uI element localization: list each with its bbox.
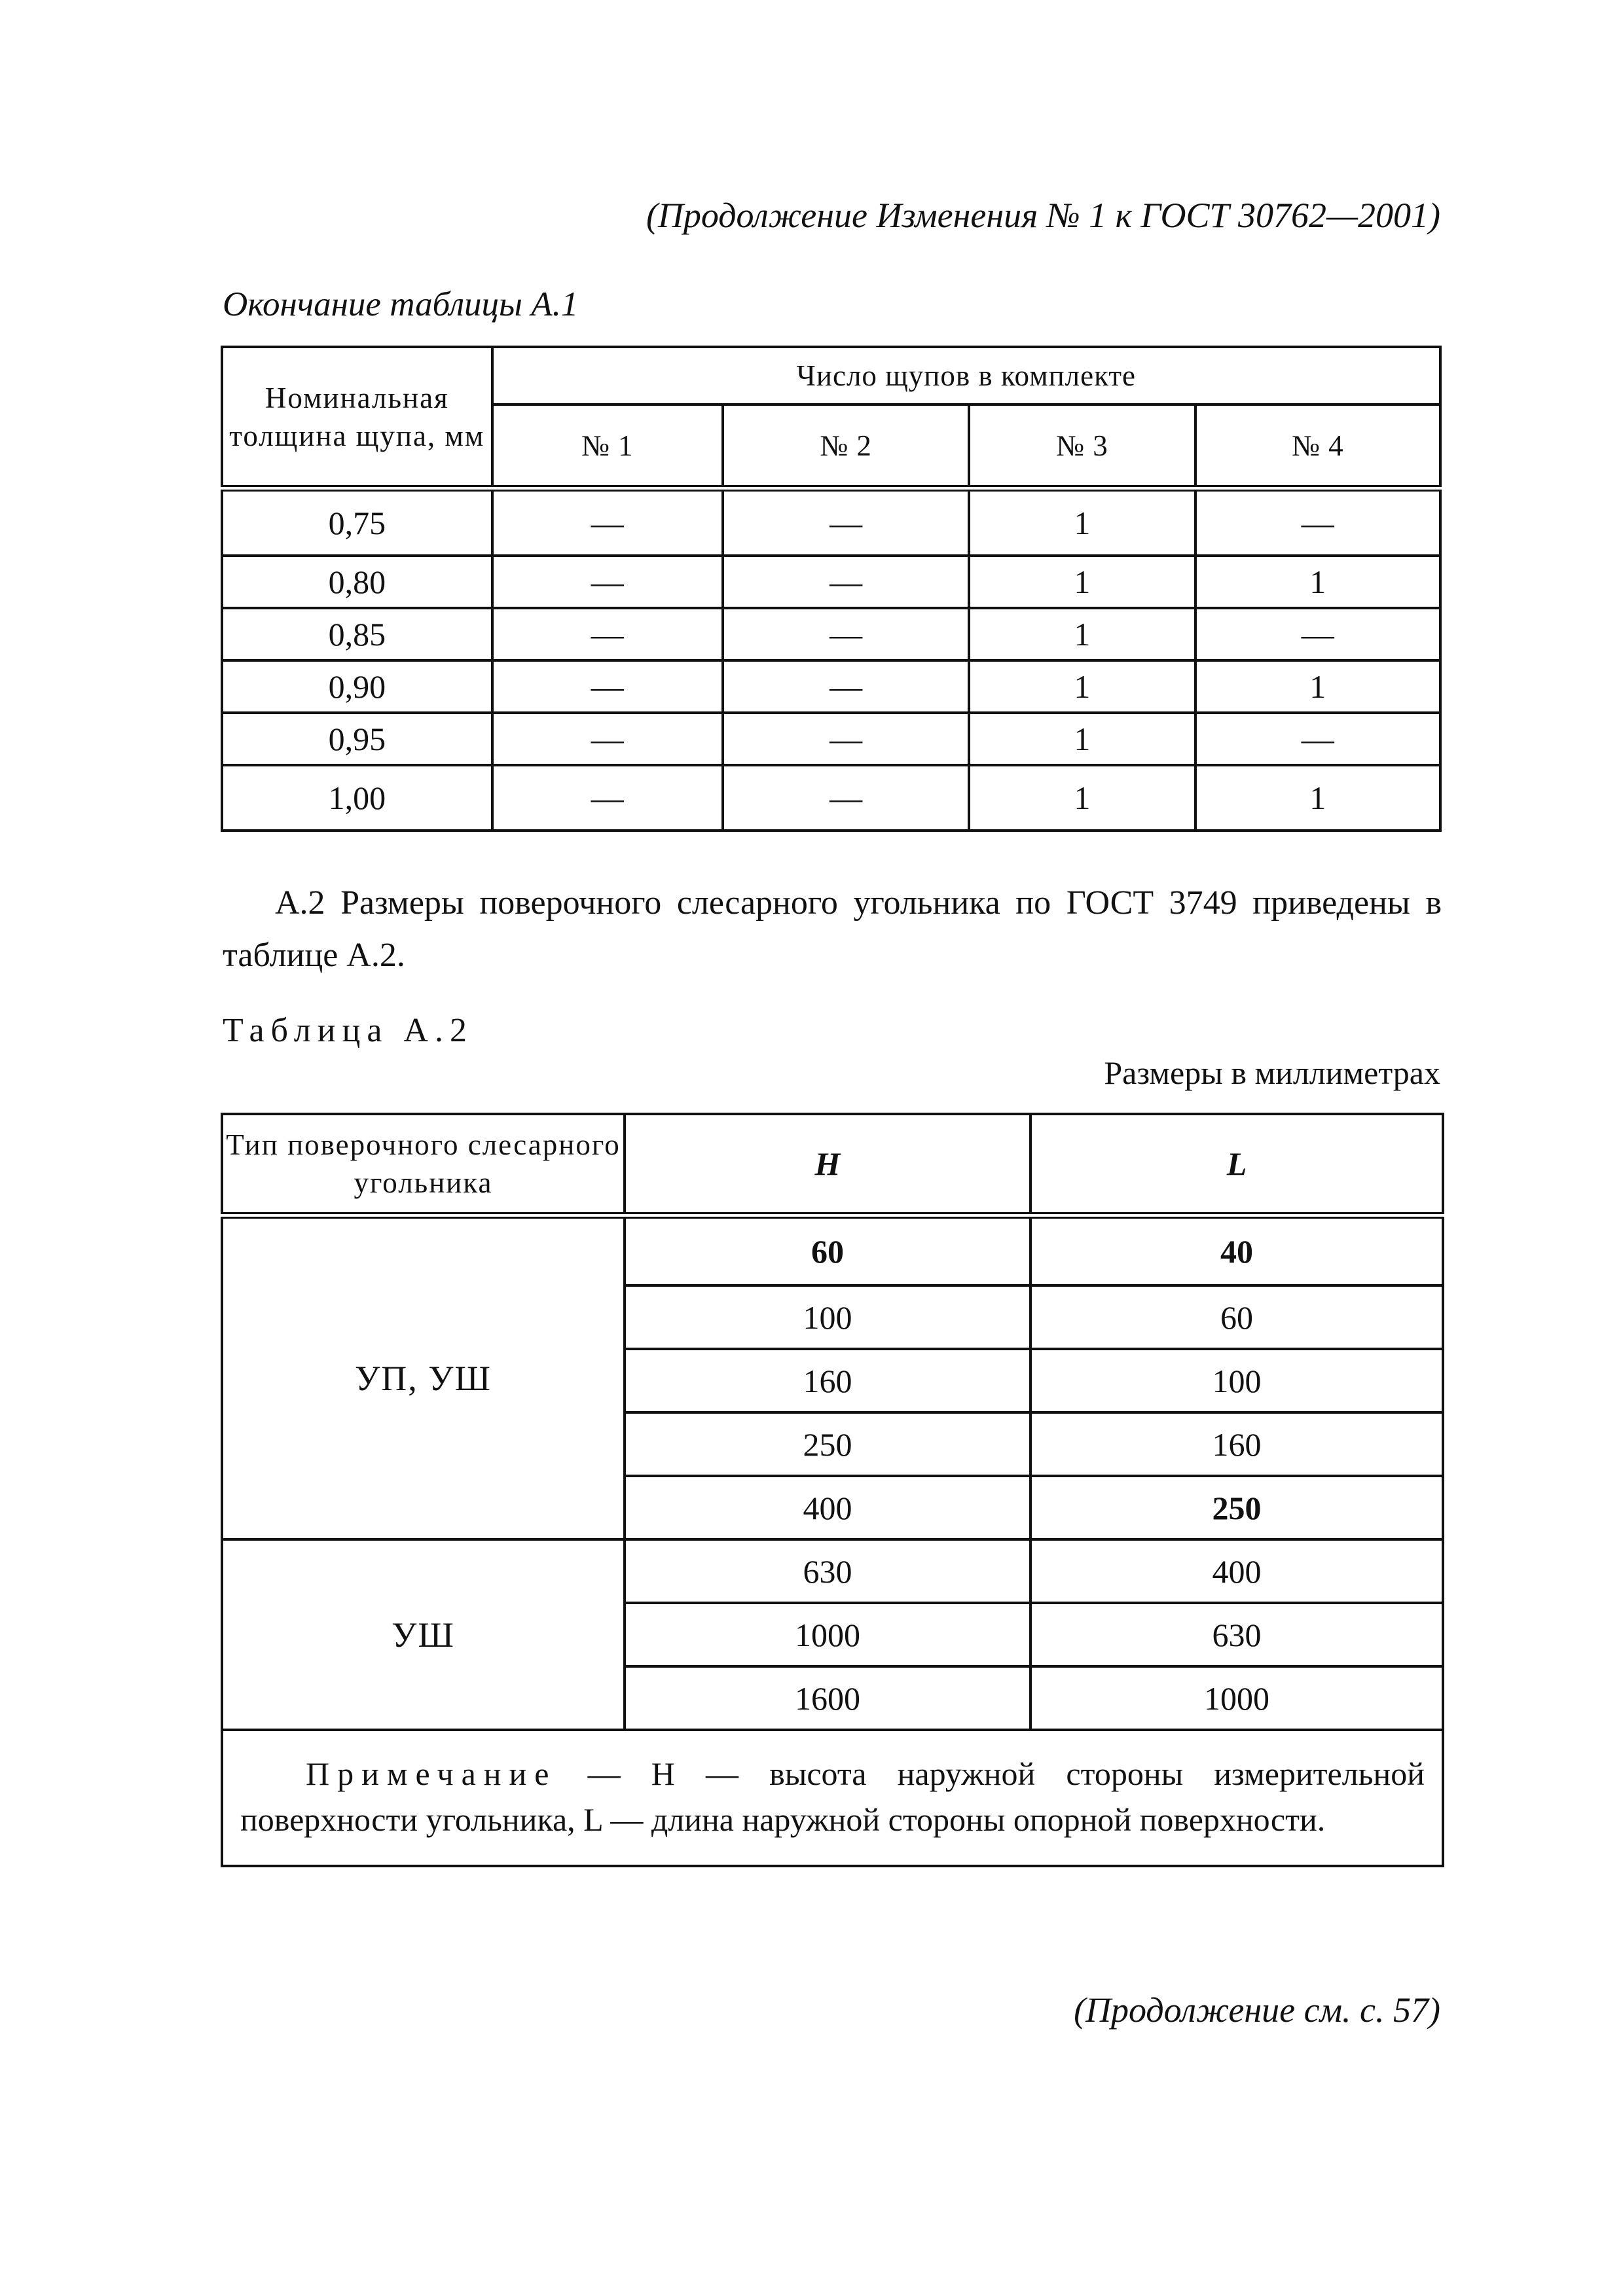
- table-cell: —: [1195, 488, 1441, 556]
- table-row: [222, 488, 1440, 556]
- table-cell: 1: [969, 765, 1195, 831]
- table2-units: Размеры в миллиметрах: [1104, 1054, 1440, 1091]
- table-cell: 100: [625, 1285, 1030, 1349]
- table-cell: 400: [1030, 1539, 1443, 1603]
- table-cell: 1: [1195, 556, 1441, 608]
- table-cell: —: [723, 765, 969, 831]
- table1-subheader: № 3: [969, 404, 1195, 488]
- note-text: — H — высота наружной стороны измерительной поверхности угольника, L — длина наружной стороны опорной поверхности.: [240, 1755, 1425, 1838]
- table2-type-header: Тип поверочного слесарного угольника: [222, 1114, 625, 1215]
- table-cell: —: [492, 488, 723, 556]
- table-row: [222, 660, 1440, 713]
- table-cell: —: [723, 608, 969, 660]
- table2-group-type: УП, УШ: [222, 1215, 625, 1539]
- table-cell: 1: [1195, 660, 1441, 713]
- table-a2: [221, 1113, 1444, 1867]
- table-cell: 1000: [1030, 1666, 1443, 1730]
- page-footer: (Продолжение см. с. 57): [1074, 1990, 1440, 2030]
- table1-subheader: № 2: [723, 404, 969, 488]
- table-cell: 1600: [625, 1666, 1030, 1730]
- table-cell: 400: [625, 1476, 1030, 1539]
- table2-group-type: УШ: [222, 1539, 625, 1730]
- table-row: [222, 608, 1440, 660]
- table-cell: 1: [969, 608, 1195, 660]
- table-cell: —: [723, 713, 969, 765]
- table-cell: 0,90: [222, 660, 492, 713]
- paragraph-a2: А.2 Размеры поверочного слесарного угольника по ГОСТ 3749 приведены в таблице А.2.: [223, 884, 1442, 974]
- table-cell: 250: [1030, 1476, 1443, 1539]
- table-cell: 0,75: [222, 488, 492, 556]
- table-cell: —: [723, 488, 969, 556]
- table2-h-header: H: [625, 1114, 1030, 1215]
- table-cell: 160: [625, 1349, 1030, 1412]
- table-cell: 0,95: [222, 713, 492, 765]
- table-cell: —: [492, 660, 723, 713]
- table1-col1-header: Номинальная толщина щупа, мм: [222, 347, 492, 488]
- table-cell: 60: [625, 1215, 1030, 1285]
- table-cell: —: [492, 765, 723, 831]
- table-cell: 160: [1030, 1412, 1443, 1476]
- table-cell: 630: [1030, 1603, 1443, 1666]
- table-cell: 0,80: [222, 556, 492, 608]
- table-row: [222, 556, 1440, 608]
- table-cell: 1: [969, 488, 1195, 556]
- table2-l-header: L: [1030, 1114, 1443, 1215]
- table-cell: 60: [1030, 1285, 1443, 1349]
- table-cell: 0,85: [222, 608, 492, 660]
- table-cell: —: [492, 608, 723, 660]
- table-cell: 1: [969, 556, 1195, 608]
- table-cell: 100: [1030, 1349, 1443, 1412]
- table1-caption: Окончание таблицы А.1: [223, 285, 579, 323]
- table-cell: 1: [969, 713, 1195, 765]
- table1-group-header: Число щупов в комплекте: [492, 347, 1440, 404]
- note-label: Примечание: [306, 1755, 557, 1792]
- table-row: [222, 765, 1440, 831]
- page-header: (Продолжение Изменения № 1 к ГОСТ 30762—2001): [646, 196, 1440, 235]
- table-row: [222, 713, 1440, 765]
- table-cell: 40: [1030, 1215, 1443, 1285]
- table1-subheader: № 1: [492, 404, 723, 488]
- table2-note-row: [222, 1730, 1443, 1866]
- table-cell: —: [492, 556, 723, 608]
- table-cell: —: [1195, 713, 1441, 765]
- table-row: [222, 1215, 1443, 1285]
- table-cell: 1,00: [222, 765, 492, 831]
- table-cell: —: [723, 556, 969, 608]
- table-cell: 1: [1195, 765, 1441, 831]
- table-cell: 1000: [625, 1603, 1030, 1666]
- table1-subheader: № 4: [1195, 404, 1441, 488]
- table2-caption: Таблица А.2: [223, 1012, 473, 1049]
- table2-note: [222, 1730, 1443, 1866]
- table-row: [222, 1539, 1443, 1603]
- table-cell: —: [723, 660, 969, 713]
- table-cell: 250: [625, 1412, 1030, 1476]
- table-cell: 1: [969, 660, 1195, 713]
- table-cell: —: [492, 713, 723, 765]
- table-cell: —: [1195, 608, 1441, 660]
- table-a1: [221, 346, 1442, 832]
- table-cell: 630: [625, 1539, 1030, 1603]
